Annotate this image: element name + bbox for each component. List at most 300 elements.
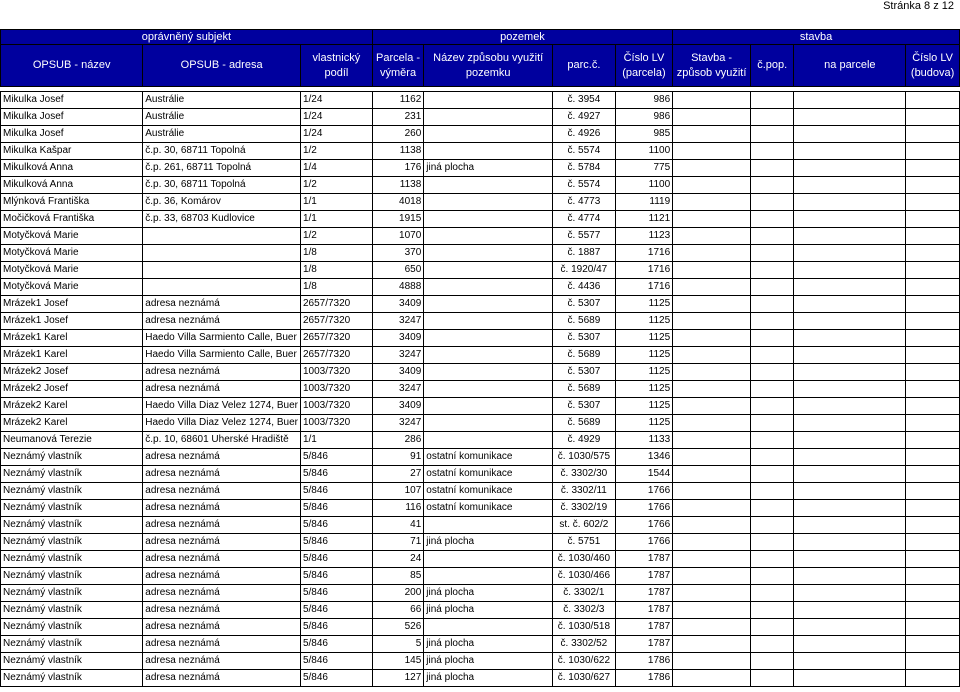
land-use-cell [424, 296, 553, 313]
area-cell: 145 [372, 653, 423, 670]
lv-parcel-cell: 986 [615, 92, 672, 109]
share-cell: 5/846 [300, 619, 372, 636]
lv-parcel-cell: 1787 [615, 568, 672, 585]
area-cell: 127 [372, 670, 423, 687]
share-cell: 5/846 [300, 534, 372, 551]
area-cell: 3409 [372, 296, 423, 313]
land-use-cell [424, 517, 553, 534]
share-cell: 5/846 [300, 449, 372, 466]
share-cell: 5/846 [300, 517, 372, 534]
lv-parcel-cell: 1766 [615, 500, 672, 517]
lv-building-cell [906, 449, 960, 466]
on-parcel-cell [794, 330, 906, 347]
on-parcel-cell [794, 636, 906, 653]
table-row [1, 398, 960, 415]
lv-parcel-cell: 986 [615, 109, 672, 126]
parcel-number-cell: č. 5784 [553, 160, 616, 177]
land-use-cell [424, 381, 553, 398]
on-parcel-cell [794, 381, 906, 398]
lv-building-cell [906, 517, 960, 534]
lv-parcel-cell: 1119 [615, 194, 672, 211]
column-header: Stavba - způsob využití [673, 45, 751, 87]
parcel-number-cell: č. 1887 [553, 245, 616, 262]
parcel-number-cell: č. 5307 [553, 398, 616, 415]
lv-parcel-cell: 1125 [615, 415, 672, 432]
land-use-cell [424, 245, 553, 262]
area-cell: 27 [372, 466, 423, 483]
lv-parcel-cell: 1346 [615, 449, 672, 466]
area-cell: 91 [372, 449, 423, 466]
owner-address-cell: adresa neznámá [143, 483, 301, 500]
house-number-cell [750, 653, 793, 670]
share-cell: 5/846 [300, 568, 372, 585]
parcel-number-cell: č. 5307 [553, 330, 616, 347]
land-use-cell [424, 364, 553, 381]
on-parcel-cell [794, 483, 906, 500]
lv-parcel-cell: 1787 [615, 619, 672, 636]
area-cell: 66 [372, 602, 423, 619]
on-parcel-cell [794, 262, 906, 279]
share-cell: 1003/7320 [300, 398, 372, 415]
lv-parcel-cell: 1786 [615, 653, 672, 670]
share-cell: 1003/7320 [300, 364, 372, 381]
header-group-land: pozemek [372, 30, 672, 45]
house-number-cell [750, 143, 793, 160]
owner-name-cell: Motyčková Marie [1, 279, 143, 296]
house-number-cell [750, 517, 793, 534]
house-number-cell [750, 398, 793, 415]
on-parcel-cell [794, 551, 906, 568]
owner-address-cell: adresa neznámá [143, 670, 301, 687]
share-cell: 5/846 [300, 500, 372, 517]
building-use-cell [673, 500, 751, 517]
table-row [1, 551, 960, 568]
house-number-cell [750, 636, 793, 653]
lv-building-cell [906, 143, 960, 160]
lv-building-cell [906, 636, 960, 653]
owner-address-cell: adresa neznámá [143, 296, 301, 313]
building-use-cell [673, 636, 751, 653]
owner-name-cell: Mrázek1 Karel [1, 330, 143, 347]
area-cell: 107 [372, 483, 423, 500]
lv-building-cell [906, 466, 960, 483]
lv-building-cell [906, 245, 960, 262]
table-row [1, 347, 960, 364]
on-parcel-cell [794, 449, 906, 466]
area-cell: 85 [372, 568, 423, 585]
table-row [1, 313, 960, 330]
table-row [1, 126, 960, 143]
land-use-cell [424, 619, 553, 636]
on-parcel-cell [794, 517, 906, 534]
owner-name-cell: Neznámý vlastník [1, 534, 143, 551]
owner-address-cell: adresa neznámá [143, 313, 301, 330]
column-header: Číslo LV (parcela) [615, 45, 672, 87]
table-row [1, 432, 960, 449]
owner-name-cell: Neznámý vlastník [1, 500, 143, 517]
land-use-cell [424, 177, 553, 194]
share-cell: 1/8 [300, 245, 372, 262]
land-use-cell [424, 194, 553, 211]
owner-name-cell: Neznámý vlastník [1, 636, 143, 653]
share-cell: 5/846 [300, 653, 372, 670]
table-row [1, 619, 960, 636]
table-row [1, 211, 960, 228]
parcel-number-cell: č. 4926 [553, 126, 616, 143]
house-number-cell [750, 483, 793, 500]
owner-name-cell: Neznámý vlastník [1, 449, 143, 466]
house-number-cell [750, 347, 793, 364]
lv-building-cell [906, 160, 960, 177]
on-parcel-cell [794, 670, 906, 687]
table-row [1, 534, 960, 551]
lv-parcel-cell: 1125 [615, 381, 672, 398]
parcel-number-cell: č. 5689 [553, 381, 616, 398]
land-use-cell [424, 330, 553, 347]
owner-name-cell: Neznámý vlastník [1, 653, 143, 670]
building-use-cell [673, 313, 751, 330]
area-cell: 3409 [372, 330, 423, 347]
land-use-cell: jiná plocha [424, 670, 553, 687]
area-cell: 1138 [372, 143, 423, 160]
area-cell: 41 [372, 517, 423, 534]
share-cell: 1/1 [300, 432, 372, 449]
lv-parcel-cell: 1544 [615, 466, 672, 483]
land-use-cell [424, 92, 553, 109]
lv-parcel-cell: 1125 [615, 347, 672, 364]
on-parcel-cell [794, 313, 906, 330]
share-cell: 1003/7320 [300, 381, 372, 398]
lv-building-cell [906, 364, 960, 381]
table-row [1, 330, 960, 347]
owner-name-cell: Neznámý vlastník [1, 602, 143, 619]
area-cell: 5 [372, 636, 423, 653]
table-row [1, 364, 960, 381]
building-use-cell [673, 245, 751, 262]
land-use-cell: jiná plocha [424, 534, 553, 551]
table-row [1, 670, 960, 687]
owner-name-cell: Motyčková Marie [1, 245, 143, 262]
parcel-number-cell: č. 1030/627 [553, 670, 616, 687]
land-use-cell [424, 211, 553, 228]
owner-address-cell [143, 245, 301, 262]
share-cell: 1/1 [300, 211, 372, 228]
owner-address-cell: adresa neznámá [143, 585, 301, 602]
on-parcel-cell [794, 143, 906, 160]
owner-name-cell: Mrázek1 Josef [1, 296, 143, 313]
parcel-number-cell: č. 5751 [553, 534, 616, 551]
owner-name-cell: Mikulková Anna [1, 160, 143, 177]
owner-address-cell: č.p. 33, 68703 Kudlovice [143, 211, 301, 228]
building-use-cell [673, 109, 751, 126]
area-cell: 3247 [372, 381, 423, 398]
area-cell: 71 [372, 534, 423, 551]
owner-name-cell: Mrázek1 Karel [1, 347, 143, 364]
column-header: parc.č. [553, 45, 616, 87]
building-use-cell [673, 466, 751, 483]
area-cell: 231 [372, 109, 423, 126]
lv-parcel-cell: 1787 [615, 636, 672, 653]
lv-parcel-cell: 1716 [615, 245, 672, 262]
lv-parcel-cell: 1121 [615, 211, 672, 228]
owner-address-cell: Haedo Villa Diaz Velez 1274, Buer [143, 415, 301, 432]
lv-parcel-cell: 1787 [615, 585, 672, 602]
owner-name-cell: Neznámý vlastník [1, 517, 143, 534]
lv-parcel-cell: 1786 [615, 670, 672, 687]
table-row [1, 245, 960, 262]
share-cell: 5/846 [300, 670, 372, 687]
building-use-cell [673, 585, 751, 602]
land-use-cell [424, 109, 553, 126]
header-group-row [1, 30, 960, 45]
owner-name-cell: Mrázek2 Josef [1, 364, 143, 381]
lv-building-cell [906, 619, 960, 636]
owner-address-cell: adresa neznámá [143, 500, 301, 517]
table-row [1, 160, 960, 177]
lv-building-cell [906, 194, 960, 211]
on-parcel-cell [794, 534, 906, 551]
table-row [1, 228, 960, 245]
owner-name-cell: Neznámý vlastník [1, 466, 143, 483]
on-parcel-cell [794, 194, 906, 211]
header-group-owner: oprávněný subjekt [1, 30, 373, 45]
on-parcel-cell [794, 500, 906, 517]
table-row [1, 483, 960, 500]
table-row [1, 653, 960, 670]
owner-address-cell: č.p. 261, 68711 Topolná [143, 160, 301, 177]
parcel-number-cell: č. 5574 [553, 177, 616, 194]
on-parcel-cell [794, 432, 906, 449]
parcel-number-cell: č. 3302/30 [553, 466, 616, 483]
area-cell: 3247 [372, 415, 423, 432]
land-use-cell [424, 551, 553, 568]
land-use-cell: jiná plocha [424, 602, 553, 619]
building-use-cell [673, 330, 751, 347]
lv-parcel-cell: 1100 [615, 143, 672, 160]
lv-building-cell [906, 483, 960, 500]
parcel-number-cell: č. 1030/518 [553, 619, 616, 636]
lv-building-cell [906, 551, 960, 568]
on-parcel-cell [794, 602, 906, 619]
owner-address-cell: adresa neznámá [143, 381, 301, 398]
house-number-cell [750, 279, 793, 296]
owner-name-cell: Mlýnková Františka [1, 194, 143, 211]
on-parcel-cell [794, 245, 906, 262]
header-column-row [1, 45, 960, 87]
share-cell: 2657/7320 [300, 347, 372, 364]
land-use-cell [424, 347, 553, 364]
table-row [1, 143, 960, 160]
house-number-cell [750, 449, 793, 466]
lv-parcel-cell: 1123 [615, 228, 672, 245]
land-use-cell: ostatní komunikace [424, 466, 553, 483]
lv-building-cell [906, 262, 960, 279]
area-cell: 260 [372, 126, 423, 143]
owner-address-cell: adresa neznámá [143, 466, 301, 483]
area-cell: 176 [372, 160, 423, 177]
building-use-cell [673, 653, 751, 670]
land-use-cell: jiná plocha [424, 653, 553, 670]
column-header: Parcela - výměra [372, 45, 423, 87]
building-use-cell [673, 228, 751, 245]
owner-name-cell: Neznámý vlastník [1, 483, 143, 500]
lv-building-cell [906, 330, 960, 347]
owner-address-cell: adresa neznámá [143, 653, 301, 670]
land-use-cell [424, 398, 553, 415]
building-use-cell [673, 398, 751, 415]
lv-parcel-cell: 1125 [615, 296, 672, 313]
owner-address-cell: č.p. 10, 68601 Uherské Hradiště [143, 432, 301, 449]
area-cell: 1138 [372, 177, 423, 194]
owner-address-cell: Austrálie [143, 109, 301, 126]
area-cell: 116 [372, 500, 423, 517]
share-cell: 1/8 [300, 262, 372, 279]
table-row [1, 517, 960, 534]
lv-building-cell [906, 602, 960, 619]
house-number-cell [750, 245, 793, 262]
house-number-cell [750, 415, 793, 432]
house-number-cell [750, 194, 793, 211]
on-parcel-cell [794, 347, 906, 364]
table-row [1, 381, 960, 398]
lv-parcel-cell: 1716 [615, 279, 672, 296]
parcel-number-cell: č. 3302/1 [553, 585, 616, 602]
lv-parcel-cell: 1766 [615, 534, 672, 551]
land-use-cell [424, 313, 553, 330]
lv-building-cell [906, 585, 960, 602]
table-row [1, 177, 960, 194]
house-number-cell [750, 568, 793, 585]
parcel-number-cell: č. 5577 [553, 228, 616, 245]
owner-address-cell [143, 262, 301, 279]
parcel-number-cell: č. 5689 [553, 347, 616, 364]
area-cell: 3409 [372, 364, 423, 381]
table-row [1, 636, 960, 653]
area-cell: 1070 [372, 228, 423, 245]
share-cell: 1/1 [300, 194, 372, 211]
building-use-cell [673, 670, 751, 687]
lv-parcel-cell: 1787 [615, 602, 672, 619]
lv-parcel-cell: 1100 [615, 177, 672, 194]
lv-building-cell [906, 432, 960, 449]
parcel-number-cell: č. 1030/466 [553, 568, 616, 585]
house-number-cell [750, 160, 793, 177]
lv-building-cell [906, 347, 960, 364]
land-use-cell [424, 432, 553, 449]
share-cell: 5/846 [300, 585, 372, 602]
table-row [1, 415, 960, 432]
building-use-cell [673, 279, 751, 296]
house-number-cell [750, 364, 793, 381]
land-use-cell [424, 279, 553, 296]
house-number-cell [750, 177, 793, 194]
lv-building-cell [906, 534, 960, 551]
parcel-number-cell: č. 1030/460 [553, 551, 616, 568]
table-row [1, 262, 960, 279]
owner-name-cell: Mrázek2 Karel [1, 415, 143, 432]
lv-building-cell [906, 92, 960, 109]
lv-parcel-cell: 1125 [615, 398, 672, 415]
owner-name-cell: Mikulka Josef [1, 92, 143, 109]
land-use-cell: ostatní komunikace [424, 500, 553, 517]
table-row [1, 500, 960, 517]
house-number-cell [750, 534, 793, 551]
share-cell: 1/8 [300, 279, 372, 296]
lv-building-cell [906, 398, 960, 415]
lv-parcel-cell: 985 [615, 126, 672, 143]
on-parcel-cell [794, 126, 906, 143]
parcel-number-cell: č. 4774 [553, 211, 616, 228]
table-row [1, 585, 960, 602]
house-number-cell [750, 500, 793, 517]
share-cell: 1/4 [300, 160, 372, 177]
building-use-cell [673, 177, 751, 194]
owner-address-cell: adresa neznámá [143, 534, 301, 551]
owner-address-cell: adresa neznámá [143, 602, 301, 619]
parcel-number-cell: č. 4929 [553, 432, 616, 449]
owner-name-cell: Neznámý vlastník [1, 670, 143, 687]
table-row [1, 109, 960, 126]
column-header: vlastnický podíl [300, 45, 372, 87]
owner-address-cell: č.p. 30, 68711 Topolná [143, 143, 301, 160]
on-parcel-cell [794, 466, 906, 483]
house-number-cell [750, 228, 793, 245]
on-parcel-cell [794, 585, 906, 602]
owner-address-cell: adresa neznámá [143, 551, 301, 568]
parcel-number-cell: č. 5689 [553, 313, 616, 330]
parcel-number-cell: č. 4927 [553, 109, 616, 126]
on-parcel-cell [794, 568, 906, 585]
column-header: OPSUB - název [1, 45, 143, 87]
owner-name-cell: Neznámý vlastník [1, 585, 143, 602]
area-cell: 650 [372, 262, 423, 279]
house-number-cell [750, 670, 793, 687]
house-number-cell [750, 126, 793, 143]
owner-name-cell: Motyčková Marie [1, 228, 143, 245]
share-cell: 5/846 [300, 636, 372, 653]
on-parcel-cell [794, 619, 906, 636]
owner-name-cell: Neznámý vlastník [1, 551, 143, 568]
parcel-number-cell: č. 5307 [553, 296, 616, 313]
share-cell: 5/846 [300, 551, 372, 568]
building-use-cell [673, 415, 751, 432]
house-number-cell [750, 619, 793, 636]
parcel-number-cell: č. 3302/19 [553, 500, 616, 517]
owner-address-cell: Austrálie [143, 126, 301, 143]
area-cell: 370 [372, 245, 423, 262]
building-use-cell [673, 160, 751, 177]
area-cell: 200 [372, 585, 423, 602]
land-use-cell: ostatní komunikace [424, 449, 553, 466]
owner-address-cell: adresa neznámá [143, 568, 301, 585]
owner-name-cell: Motyčková Marie [1, 262, 143, 279]
parcel-number-cell: č. 1920/47 [553, 262, 616, 279]
table-row [1, 602, 960, 619]
table-row [1, 449, 960, 466]
house-number-cell [750, 432, 793, 449]
share-cell: 1/24 [300, 126, 372, 143]
building-use-cell [673, 296, 751, 313]
building-use-cell [673, 262, 751, 279]
page-number: Stránka 8 z 12 [883, 0, 954, 12]
table-row [1, 92, 960, 109]
building-use-cell [673, 619, 751, 636]
header-group-building: stavba [673, 30, 960, 45]
share-cell: 2657/7320 [300, 330, 372, 347]
table-row [1, 296, 960, 313]
owner-name-cell: Mrázek1 Josef [1, 313, 143, 330]
parcel-number-cell: č. 3954 [553, 92, 616, 109]
